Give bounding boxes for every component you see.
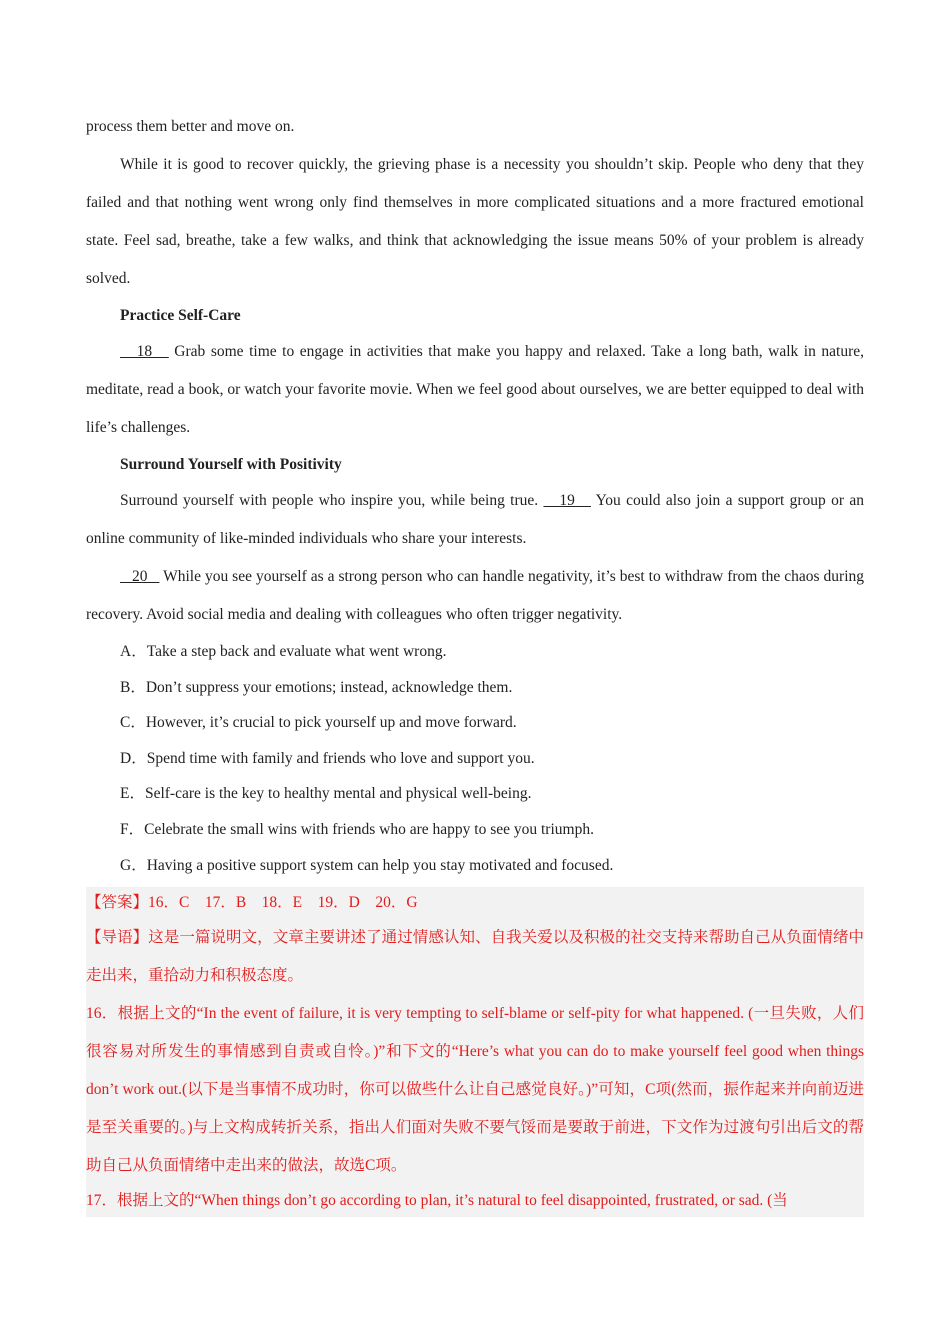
answer-explanation-block — [86, 887, 864, 1217]
explanation-16: 16．根据上文的“In the event of failure, it is very tempting to self-blame or self-pity for what happened. (一旦失败，人们很容易对所发生的事情感到自责或自怜。)”和下文的“Here’s what you can do to make yourself feel good when things don’t work out.(以下是当事情不成功时，你可以做些什么让自己感觉良好。)”可知，C项(然而，振作起来并向前迈进是至关重要的。)与上文构成转折关系，指出人们面对失败不要气馁而是要敢于前进，下文作为过渡句引出后文的帮助自己从负面情绪中走出来的做法，故选C项。 — [86, 1005, 864, 1175]
passage-paragraph-grieving: While it is good to recover quickly, the grieving phase is a necessity you shouldn’t skip. People who deny that they failed and that nothing went wrong only find themselves in more complicated situations and a more fractured emotional state. Feel sad, breathe, take a few walks, and think that acknowledging the issue means 50% of your problem is already solved. — [86, 156, 864, 287]
section-heading-positivity: Surround Yourself with Positivity — [120, 456, 342, 473]
passage-paragraph-continuation: process them better and move on. — [86, 118, 295, 135]
passage-text-18: Grab some time to engage in activities that make you happy and relaxed. Take a long bath, walk in nature, meditate, read a book, or watch your favorite movie. When we feel good about ourselves, we are better equipped to deal with life’s challenges. — [86, 343, 865, 436]
option-c: C．However, it’s crucial to pick yourself up and move forward. — [120, 714, 517, 732]
passage-paragraph-20 — [86, 558, 864, 634]
explanation-17: 17．根据上文的“When things don’t go according to plan, it’s natural to feel disappointed, frustrated, or sad. (当 — [86, 1192, 788, 1210]
blank-19: 19 — [543, 492, 591, 509]
option-b: B．Don’t suppress your emotions; instead, acknowledge them. — [120, 678, 513, 696]
blank-20: 20 — [120, 568, 160, 585]
answer-key: 【答案】16．C 17．B 18．E 19．D 20．G — [86, 894, 418, 912]
option-g: G．Having a positive support system can help you stay motivated and focused. — [120, 856, 614, 874]
options-list — [86, 634, 864, 883]
passage-paragraph-18 — [86, 333, 864, 447]
blank-18: 18 — [120, 343, 169, 360]
passage-text-19-after: You could also join a support group or an online community of like-minded individuals who share your interests. — [86, 492, 864, 547]
option-e: E．Self-care is the key to healthy mental and physical well-being. — [120, 785, 532, 803]
option-a: A．Take a step back and evaluate what went wrong. — [120, 643, 447, 660]
passage-paragraph-19 — [86, 482, 864, 558]
answer-intro: 【导语】这是一篇说明文，文章主要讲述了通过情感认知、自我关爱以及积极的社交支持来帮助自己从负面情绪中走出来，重拾动力和积极态度。 — [86, 929, 864, 985]
option-f: F．Celebrate the small wins with friends who are happy to see you triumph. — [120, 820, 594, 838]
option-d: D．Spend time with family and friends who love and support you. — [120, 749, 535, 767]
document-content — [86, 112, 864, 1217]
passage-text-19-before: Surround yourself with people who inspire you, while being true. — [120, 492, 544, 509]
passage-text-20: While you see yourself as a strong person who can handle negativity, it’s best to withdraw from the chaos during recovery. Avoid social media and dealing with colleagues who often trigger negativity. — [86, 568, 864, 623]
section-heading-self-care: Practice Self-Care — [120, 307, 241, 324]
